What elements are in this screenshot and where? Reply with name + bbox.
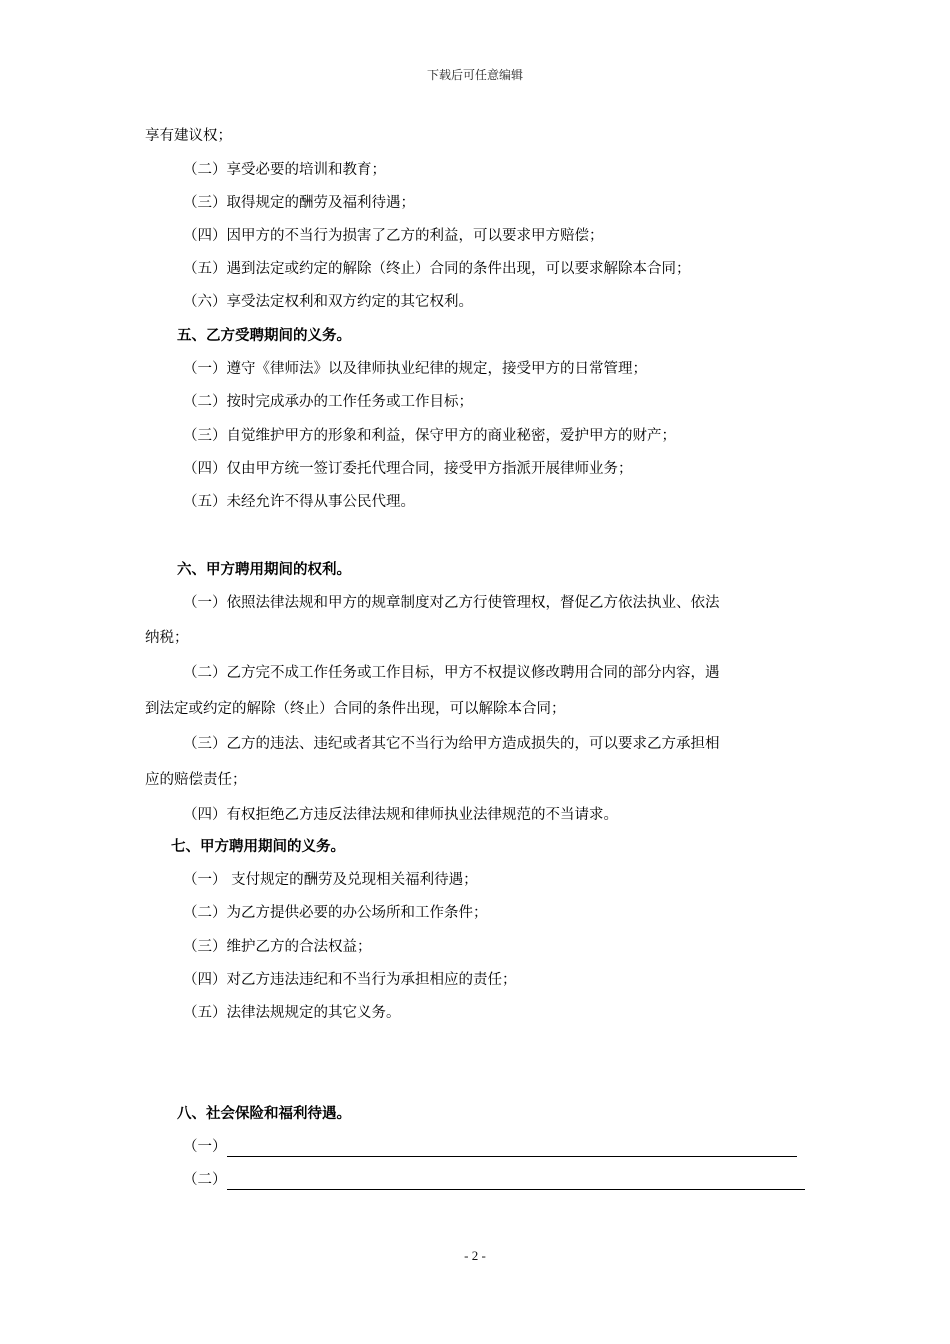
text-line: （四）对乙方违法违纪和不当行为承担相应的责任； xyxy=(183,972,517,988)
text-line: 到法定或约定的解除（终止）合同的条件出现，可以解除本合同； xyxy=(145,701,566,717)
text-line: （四）有权拒绝乙方违反法律法规和律师执业法律规范的不当请求。 xyxy=(183,807,618,823)
text-line: 应的赔偿责任； xyxy=(145,772,247,788)
text-line: （四）仅由甲方统一签订委托代理合同，接受甲方指派开展律师业务； xyxy=(183,461,633,477)
text-line: （一）依照法律法规和甲方的规章制度对乙方行使管理权，督促乙方依法执业、依法 xyxy=(183,595,720,611)
text-line: （六）享受法定权利和双方约定的其它权利。 xyxy=(183,294,473,310)
section-heading: 五、乙方受聘期间的义务。 xyxy=(177,328,351,344)
text-line: （二）为乙方提供必要的办公场所和工作条件； xyxy=(183,905,488,921)
text-line: （四）因甲方的不当行为损害了乙方的利益，可以要求甲方赔偿； xyxy=(183,228,604,244)
text-line: （一） xyxy=(183,1139,227,1155)
section-heading: 六、甲方聘用期间的权利。 xyxy=(177,562,351,578)
text-line: （三）取得规定的酬劳及福利待遇； xyxy=(183,195,415,211)
text-line: （一） 支付规定的酬劳及兑现相关福利待遇； xyxy=(183,872,478,888)
text-line: （三）维护乙方的合法权益； xyxy=(183,939,372,955)
section-heading: 八、社会保险和福利待遇。 xyxy=(177,1106,351,1122)
text-line: （五）遇到法定或约定的解除（终止）合同的条件出现，可以要求解除本合同； xyxy=(183,261,691,277)
text-line: （三）乙方的违法、违纪或者其它不当行为给甲方造成损失的，可以要求乙方承担相 xyxy=(183,736,720,752)
text-line: （二）享受必要的培训和教育； xyxy=(183,162,386,178)
fill-in-blank-line xyxy=(227,1188,805,1190)
text-line: （二）乙方完不成工作任务或工作目标，甲方不权提议修改聘用合同的部分内容，遇 xyxy=(183,665,720,681)
text-line: 享有建议权； xyxy=(145,128,232,144)
text-line: （五）未经允许不得从事公民代理。 xyxy=(183,494,415,510)
text-line: 纳税； xyxy=(145,630,189,646)
page-header: 下载后可任意编辑 xyxy=(426,68,523,82)
text-line: （一）遵守《律师法》以及律师执业纪律的规定，接受甲方的日常管理； xyxy=(183,361,647,377)
text-line: （二）按时完成承办的工作任务或工作目标； xyxy=(183,394,473,410)
fill-in-blank-line xyxy=(227,1155,797,1157)
section-heading: 七、甲方聘用期间的义务。 xyxy=(171,839,345,855)
text-line: （五）法律法规规定的其它义务。 xyxy=(183,1005,401,1021)
text-line: （二） xyxy=(183,1172,227,1188)
text-line: （三）自觉维护甲方的形象和利益，保守甲方的商业秘密，爱护甲方的财产； xyxy=(183,428,676,444)
page-number: - 2 - xyxy=(464,1248,486,1263)
